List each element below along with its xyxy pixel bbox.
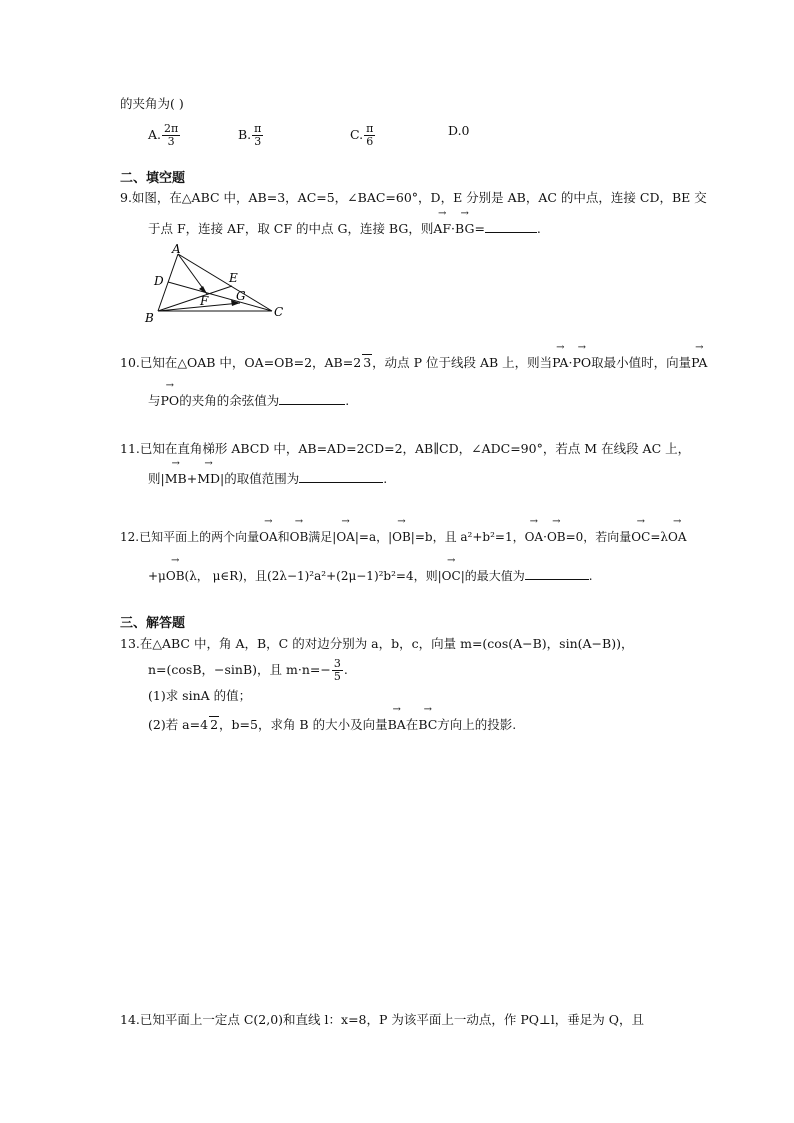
q13-fraction: $\frac{3}{5}$: [333, 657, 341, 683]
q10-vector-pa: → PA: [552, 355, 568, 371]
q9-vector-bg: → BG: [455, 221, 474, 237]
q11-line-1: 11.已知在直角梯形 ABCD 中，AB=AD=2CD=2，AB∥CD，∠ADC=90°，若点 M 在线段 AC 上，: [120, 441, 691, 456]
q12-vector-oa-3: → OA: [525, 529, 544, 545]
q12-vector-oa-2: → OA: [336, 529, 355, 545]
label-g: G: [236, 289, 246, 303]
q8-option-d: D.0: [448, 123, 470, 138]
q11-vector-mb: → MB: [165, 471, 187, 487]
q9-vector-af: → AF: [433, 221, 451, 237]
q12-vector-ob-2: → OB: [392, 529, 411, 545]
q12-vector-oa: → OA: [259, 529, 278, 545]
q9-line-1: 9.如图，在△ABC 中，AB=3，AC=5，∠BAC=60°，D，E 分别是 AB，AC 的中点，连接 CD，BE 交: [120, 190, 707, 205]
q13-line-1: 13.在△ABC 中，角 A，B，C 的对边分别为 a，b，c，向量 m=(cos(A−B)，sin(A−B))，: [120, 636, 634, 651]
arrow-af: [199, 286, 207, 294]
q13-sqrt: 2: [210, 717, 219, 732]
q10-line-1: 10.已知在△OAB 中，OA=OB=2，AB=2 3，动点 P 位于线段 AB 上，则当→ PA·→ PO取最小值时，向量→ PA: [120, 354, 707, 371]
label-a: A: [172, 244, 181, 256]
q8-option-b: B. $\frac{\pi}{3}$: [238, 122, 262, 148]
q13-vector-ba: → BA: [388, 717, 406, 733]
q11-answer-blank: [299, 470, 383, 483]
label-f: F: [200, 294, 209, 308]
q13-line-2: n=(cosB，−sinB)，且 m·n=− $\frac{3}{5}$ .: [148, 657, 348, 683]
q8-option-c: C. $\frac{\pi}{6}$: [350, 122, 374, 148]
q12-line-1: 12.已知平面上的两个向量→ OA和→ OB满足|→ OA|=a，|→ OB|=b，且 a²+b²=1，→ OA·→ OB=0，若向量→ OC=λ→ OA: [120, 529, 687, 545]
q10-sqrt: 3: [363, 355, 372, 370]
q10-vector-pa-2: → PA: [691, 355, 707, 371]
q12-vector-oc: → OC: [631, 529, 650, 545]
q8-option-a: A. $\frac{2\pi}{3}$: [148, 122, 179, 148]
q9-triangle-figure: [140, 244, 290, 326]
label-d: D: [154, 274, 164, 288]
q12-vector-oc-2: → OC: [442, 568, 461, 584]
q11-vector-md: → MD: [197, 471, 220, 487]
section-3-title: 三、解答题: [120, 616, 186, 631]
segment-ac: [178, 254, 272, 311]
q9-line-2: 于点 F，连接 AF，取 CF 的中点 G，连接 BG，则→ AF·→ BG= .: [148, 220, 541, 237]
q12-vector-oa-4: → OA: [668, 529, 687, 545]
q13-vector-bc: → BC: [418, 717, 437, 733]
q8-options: [148, 115, 488, 149]
q12-vector-ob: → OB: [290, 529, 309, 545]
q13-part-1: (1)求 sinA 的值；: [148, 688, 252, 703]
q12-line-2: +μ→ OB(λ， μ∈R)，且(2λ−1)²a²+(2μ−1)²b²=4，则|→ OC|的最大值为 .: [148, 567, 593, 584]
q12-answer-blank: [525, 567, 589, 580]
q11-line-2: 则|→ MB+→ MD|的取值范围为 .: [148, 470, 387, 487]
q12-vector-ob-3: → OB: [547, 529, 566, 545]
q8-tail: 的夹角为( ): [120, 96, 184, 111]
q14-line-1: 14.已知平面上一定点 C(2,0)和直线 l：x=8，P 为该平面上一动点，作 PQ⊥l，垂足为 Q，且: [120, 1012, 644, 1027]
q10-answer-blank: [279, 392, 345, 405]
label-e: E: [229, 271, 238, 285]
q10-line-2: 与→ PO的夹角的余弦值为 .: [148, 392, 349, 409]
q10-vector-po: → PO: [572, 355, 591, 371]
section-2-title: 二、填空题: [120, 171, 186, 186]
q12-vector-ob-4: → OB: [166, 568, 185, 584]
label-b: B: [145, 311, 154, 325]
label-c: C: [274, 305, 284, 319]
segment-cd: [168, 282, 272, 311]
q13-part-2: (2)若 a=4 2，b=5，求角 B 的大小及向量→ BA在→ BC方向上的投影.: [148, 716, 516, 733]
q10-vector-po-2: → PO: [161, 393, 180, 409]
q9-answer-blank: [485, 220, 537, 233]
